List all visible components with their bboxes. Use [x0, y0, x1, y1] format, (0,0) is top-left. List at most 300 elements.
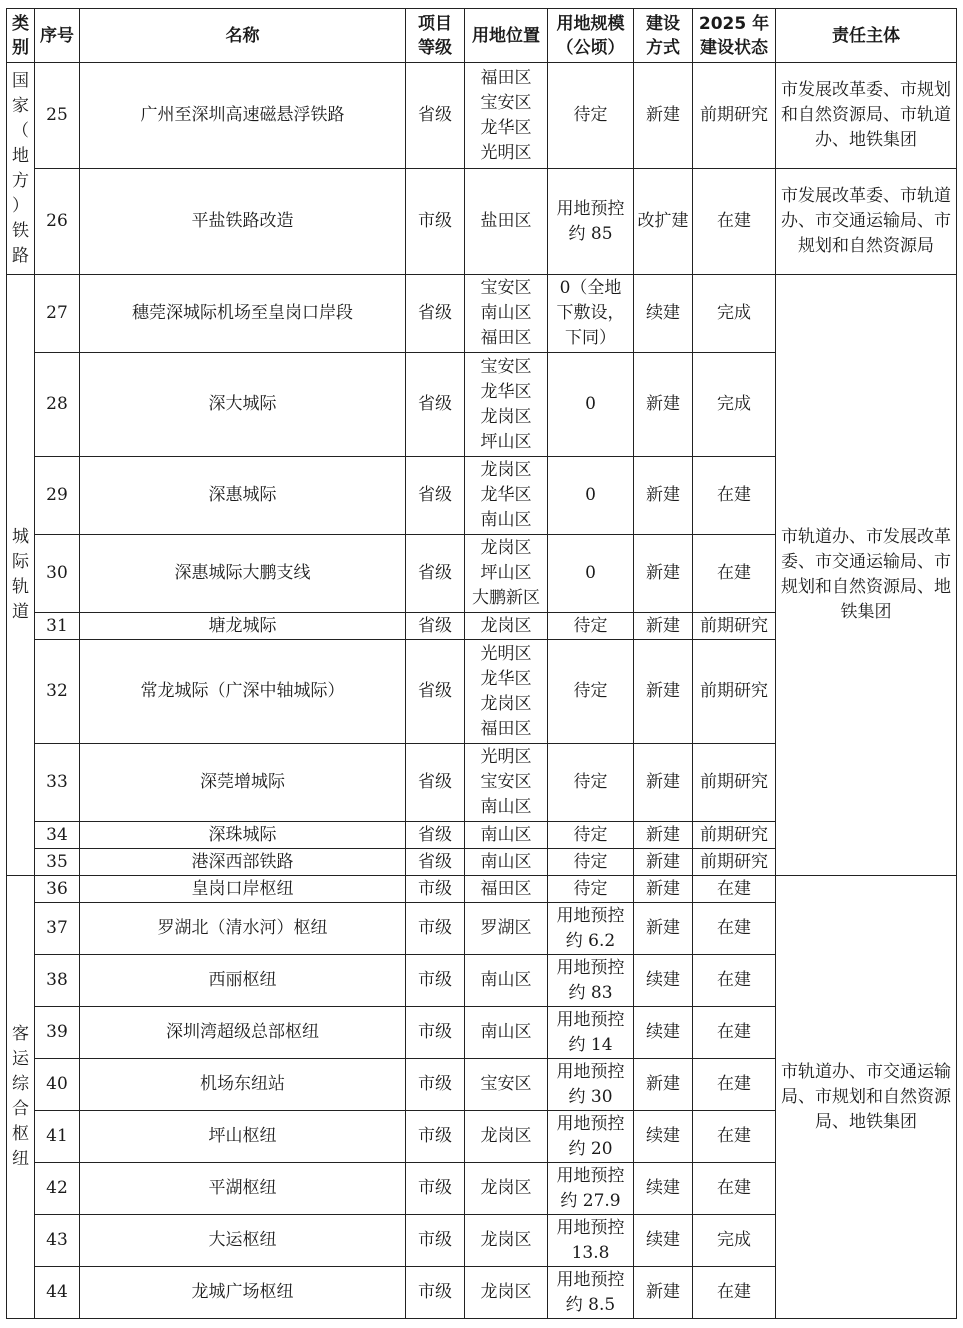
name-cell	[80, 613, 406, 640]
method-cell-text: 新建	[646, 1074, 680, 1094]
category-cell-text: 城 际 轨 道	[12, 527, 29, 622]
scale-cell-text: 待定	[573, 851, 608, 872]
method-cell-text: 新建	[646, 563, 680, 583]
name-cell	[80, 169, 406, 275]
scale-cell-text: 待定	[573, 878, 608, 899]
table-row	[7, 876, 957, 903]
scale-cell-text: 用地预控 约 14	[556, 1009, 625, 1055]
status-cell	[693, 955, 776, 1007]
category-cell	[7, 876, 35, 1319]
name-cell-text: 广州至深圳高速磁悬浮铁路	[140, 105, 345, 125]
scale-cell	[548, 955, 634, 1007]
owner-cell	[776, 876, 957, 1319]
method-cell	[634, 169, 693, 275]
method-cell	[634, 1267, 693, 1319]
seq-cell	[35, 535, 80, 613]
level-cell	[406, 457, 465, 535]
owner-cell	[776, 63, 957, 169]
status-cell-text: 在建	[717, 563, 751, 583]
seq-cell-text: 25	[46, 105, 68, 125]
location-cell	[465, 63, 548, 169]
seq-cell-text: 43	[46, 1230, 68, 1250]
level-cell-text: 市级	[418, 1282, 452, 1302]
seq-cell-text: 38	[46, 970, 68, 990]
method-cell-text: 新建	[646, 772, 680, 792]
status-cell-text: 前期研究	[700, 681, 768, 701]
method-cell-text: 新建	[646, 824, 680, 845]
header-seq: 序号	[35, 9, 80, 63]
method-cell-text: 续建	[646, 303, 680, 323]
method-cell-text: 续建	[646, 1178, 680, 1198]
name-cell	[80, 1163, 406, 1215]
scale-cell-text: 用地预控 约 85	[556, 198, 625, 244]
header-method: 建设 方式	[634, 9, 693, 63]
table-row	[7, 169, 957, 275]
seq-cell	[35, 1267, 80, 1319]
scale-cell-text: 待定	[573, 824, 608, 845]
name-cell	[80, 1215, 406, 1267]
level-cell	[406, 169, 465, 275]
seq-cell	[35, 640, 80, 744]
name-cell	[80, 744, 406, 822]
seq-cell-text: 44	[46, 1282, 68, 1302]
method-cell	[634, 955, 693, 1007]
location-cell-text: 龙岗区	[480, 1230, 532, 1250]
name-cell-text: 港深西部铁路	[191, 851, 294, 872]
method-cell-text: 续建	[646, 1230, 680, 1250]
location-cell	[465, 1111, 548, 1163]
seq-cell-text: 41	[46, 1126, 68, 1146]
level-cell-text: 市级	[418, 970, 452, 990]
seq-cell	[35, 1215, 80, 1267]
scale-cell-text: 用地预控 约 20	[556, 1113, 625, 1159]
method-cell-text: 续建	[646, 1126, 680, 1146]
location-cell	[465, 849, 548, 876]
status-cell	[693, 849, 776, 876]
method-cell	[634, 353, 693, 457]
name-cell-text: 西丽枢纽	[208, 970, 277, 990]
seq-cell	[35, 169, 80, 275]
seq-cell	[35, 744, 80, 822]
status-cell-text: 在建	[717, 211, 751, 231]
status-cell-text: 在建	[717, 1282, 751, 1302]
name-cell-text: 常龙城际（广深中轴城际）	[140, 681, 345, 701]
name-cell-text: 深惠城际	[208, 485, 277, 505]
name-cell-text: 皇岗口岸枢纽	[191, 878, 294, 899]
level-cell	[406, 822, 465, 849]
method-cell-text: 新建	[646, 615, 680, 636]
header-name: 名称	[80, 9, 406, 63]
status-cell	[693, 63, 776, 169]
seq-cell-text: 39	[46, 1022, 68, 1042]
seq-cell-text: 36	[46, 878, 68, 899]
scale-cell	[548, 613, 634, 640]
scale-cell	[548, 849, 634, 876]
status-cell	[693, 457, 776, 535]
seq-cell	[35, 353, 80, 457]
level-cell	[406, 1163, 465, 1215]
scale-cell	[548, 822, 634, 849]
level-cell-text: 省级	[418, 485, 452, 505]
status-cell	[693, 613, 776, 640]
name-cell-text: 深大城际	[208, 394, 277, 414]
method-cell	[634, 876, 693, 903]
method-cell-text: 续建	[646, 1022, 680, 1042]
location-cell-text: 龙岗区	[480, 1126, 532, 1146]
scale-cell	[548, 1111, 634, 1163]
seq-cell-text: 28	[46, 394, 68, 414]
owner-cell-text: 市轨道办、市交通运输局、市规划和自然资源局、地铁集团	[781, 1061, 951, 1132]
location-cell-text: 福田区 宝安区 龙华区 光明区	[480, 67, 532, 163]
level-cell-text: 市级	[418, 1022, 452, 1042]
scale-cell-text: 待定	[573, 681, 608, 701]
level-cell	[406, 535, 465, 613]
location-cell	[465, 955, 548, 1007]
owner-cell-text: 市发展改革委、市规划和自然资源局、市轨道办、地铁集团	[781, 80, 951, 150]
category-cell	[7, 63, 35, 275]
scale-cell	[548, 1163, 634, 1215]
projects-table	[6, 8, 957, 1319]
owner-cell-text: 市轨道办、市发展改革委、市交通运输局、市规划和自然资源局、地铁集团	[781, 527, 951, 622]
scale-cell	[548, 457, 634, 535]
level-cell	[406, 903, 465, 955]
seq-cell-text: 33	[46, 772, 68, 792]
level-cell	[406, 63, 465, 169]
owner-cell	[776, 169, 957, 275]
method-cell	[634, 1111, 693, 1163]
method-cell	[634, 1059, 693, 1111]
method-cell	[634, 613, 693, 640]
method-cell	[634, 903, 693, 955]
scale-cell	[548, 275, 634, 353]
level-cell-text: 市级	[418, 1230, 452, 1250]
location-cell-text: 光明区 宝安区 南山区	[480, 747, 532, 817]
level-cell-text: 市级	[418, 1126, 452, 1146]
status-cell	[693, 1111, 776, 1163]
location-cell-text: 宝安区	[480, 1074, 532, 1094]
status-cell	[693, 1267, 776, 1319]
name-cell-text: 平湖枢纽	[208, 1178, 277, 1198]
seq-cell	[35, 876, 80, 903]
method-cell	[634, 1007, 693, 1059]
level-cell	[406, 876, 465, 903]
location-cell-text: 光明区 龙华区 龙岗区 福田区	[480, 643, 532, 739]
location-cell	[465, 1007, 548, 1059]
scale-cell-text: 用地预控 约 27.9	[556, 1165, 625, 1211]
seq-cell-text: 30	[46, 563, 68, 583]
status-cell	[693, 353, 776, 457]
location-cell	[465, 1215, 548, 1267]
level-cell-text: 省级	[418, 303, 452, 323]
scale-cell	[548, 353, 634, 457]
status-cell	[693, 1215, 776, 1267]
level-cell	[406, 1215, 465, 1267]
name-cell	[80, 640, 406, 744]
name-cell	[80, 849, 406, 876]
category-cell	[7, 275, 35, 876]
scale-cell	[548, 169, 634, 275]
scale-cell	[548, 1059, 634, 1111]
name-cell-text: 穗莞深城际机场至皇岗口岸段	[132, 303, 353, 323]
method-cell	[634, 1215, 693, 1267]
name-cell	[80, 275, 406, 353]
name-cell	[80, 353, 406, 457]
status-cell-text: 前期研究	[700, 105, 768, 125]
location-cell	[465, 457, 548, 535]
level-cell-text: 市级	[418, 918, 452, 938]
seq-cell-text: 40	[46, 1074, 68, 1094]
name-cell-text: 坪山枢纽	[208, 1126, 277, 1146]
owner-cell	[776, 275, 957, 876]
seq-cell-text: 31	[46, 615, 68, 636]
status-cell	[693, 1163, 776, 1215]
header-row	[7, 9, 957, 63]
category-cell-text: 国 家 （ 地 方 ） 铁 路	[12, 70, 29, 266]
location-cell	[465, 744, 548, 822]
seq-cell	[35, 955, 80, 1007]
level-cell-text: 省级	[418, 824, 452, 845]
name-cell	[80, 903, 406, 955]
method-cell-text: 新建	[646, 918, 680, 938]
seq-cell	[35, 1007, 80, 1059]
scale-cell	[548, 876, 634, 903]
name-cell	[80, 822, 406, 849]
scale-cell-text: 用地预控 约 8.5	[556, 1269, 625, 1315]
method-cell-text: 改扩建	[637, 211, 689, 231]
name-cell	[80, 1111, 406, 1163]
seq-cell-text: 35	[46, 851, 68, 872]
level-cell-text: 省级	[418, 105, 452, 125]
level-cell	[406, 955, 465, 1007]
level-cell	[406, 744, 465, 822]
status-cell	[693, 876, 776, 903]
location-cell	[465, 353, 548, 457]
method-cell-text: 新建	[646, 105, 680, 125]
location-cell	[465, 535, 548, 613]
method-cell	[634, 744, 693, 822]
method-cell-text: 续建	[646, 970, 680, 990]
status-cell-text: 在建	[717, 1178, 751, 1198]
level-cell	[406, 849, 465, 876]
seq-cell-text: 37	[46, 918, 68, 938]
status-cell	[693, 169, 776, 275]
location-cell-text: 龙岗区 龙华区 南山区	[480, 460, 532, 530]
scale-cell-text: 用地预控 约 6.2	[556, 905, 625, 951]
location-cell-text: 南山区	[480, 1022, 532, 1042]
name-cell-text: 平盐铁路改造	[191, 211, 294, 231]
scale-cell-text: 用地预控 13.8	[556, 1217, 625, 1263]
scale-cell	[548, 63, 634, 169]
status-cell-text: 完成	[717, 1230, 751, 1250]
name-cell-text: 深圳湾超级总部枢纽	[166, 1022, 319, 1042]
status-cell	[693, 744, 776, 822]
seq-cell-text: 29	[46, 485, 68, 505]
level-cell-text: 市级	[418, 878, 452, 899]
status-cell-text: 前期研究	[700, 851, 768, 872]
location-cell	[465, 169, 548, 275]
location-cell-text: 宝安区 龙华区 龙岗区 坪山区	[480, 356, 532, 452]
seq-cell	[35, 822, 80, 849]
level-cell	[406, 1111, 465, 1163]
location-cell	[465, 1163, 548, 1215]
status-cell-text: 在建	[717, 485, 751, 505]
level-cell	[406, 1267, 465, 1319]
location-cell-text: 南山区	[480, 970, 532, 990]
location-cell-text: 宝安区 南山区 福田区	[480, 278, 532, 348]
location-cell	[465, 903, 548, 955]
level-cell	[406, 613, 465, 640]
status-cell-text: 前期研究	[700, 615, 768, 636]
name-cell	[80, 457, 406, 535]
category-cell-text: 客 运 综 合 枢 纽	[12, 1024, 29, 1169]
header-level: 项目 等级	[406, 9, 465, 63]
scale-cell-text: 0	[585, 394, 596, 414]
name-cell	[80, 876, 406, 903]
seq-cell	[35, 613, 80, 640]
scale-cell	[548, 744, 634, 822]
name-cell	[80, 63, 406, 169]
name-cell	[80, 1059, 406, 1111]
scale-cell	[548, 1215, 634, 1267]
location-cell-text: 龙岗区	[480, 1178, 532, 1198]
scale-cell	[548, 903, 634, 955]
location-cell-text: 福田区	[480, 878, 532, 899]
level-cell-text: 市级	[418, 1074, 452, 1094]
status-cell	[693, 1007, 776, 1059]
scale-cell-text: 0（全地 下敷设， 下同）	[556, 278, 625, 348]
scale-cell-text: 用地预控 约 83	[556, 957, 625, 1003]
seq-cell-text: 27	[46, 303, 68, 323]
method-cell-text: 新建	[646, 1282, 680, 1302]
seq-cell-text: 42	[46, 1178, 68, 1198]
header-owner: 责任主体	[776, 9, 957, 63]
method-cell-text: 新建	[646, 851, 680, 872]
location-cell-text: 龙岗区	[480, 1282, 532, 1302]
scale-cell-text: 用地预控 约 30	[556, 1061, 625, 1107]
name-cell	[80, 1267, 406, 1319]
status-cell	[693, 275, 776, 353]
method-cell	[634, 822, 693, 849]
seq-cell	[35, 849, 80, 876]
level-cell-text: 省级	[418, 772, 452, 792]
level-cell-text: 省级	[418, 615, 452, 636]
scale-cell	[548, 1267, 634, 1319]
seq-cell	[35, 1059, 80, 1111]
method-cell	[634, 640, 693, 744]
location-cell	[465, 822, 548, 849]
seq-cell	[35, 275, 80, 353]
level-cell	[406, 353, 465, 457]
scale-cell	[548, 640, 634, 744]
header-category: 类 别	[7, 9, 35, 63]
name-cell-text: 机场东纽站	[200, 1074, 285, 1094]
location-cell-text: 南山区	[480, 824, 532, 845]
method-cell-text: 新建	[646, 394, 680, 414]
level-cell-text: 省级	[418, 681, 452, 701]
seq-cell	[35, 63, 80, 169]
level-cell-text: 市级	[418, 1178, 452, 1198]
seq-cell	[35, 457, 80, 535]
status-cell-text: 在建	[717, 1022, 751, 1042]
name-cell	[80, 1007, 406, 1059]
name-cell-text: 深莞增城际	[200, 772, 285, 792]
status-cell-text: 在建	[717, 970, 751, 990]
name-cell-text: 龙城广场枢纽	[191, 1282, 294, 1302]
table-row	[7, 63, 957, 169]
seq-cell	[35, 1163, 80, 1215]
location-cell-text: 盐田区	[480, 211, 532, 231]
location-cell-text: 龙岗区	[480, 615, 532, 636]
status-cell-text: 在建	[717, 1126, 751, 1146]
status-cell	[693, 640, 776, 744]
scale-cell-text: 待定	[573, 105, 608, 125]
name-cell-text: 大运枢纽	[208, 1230, 277, 1250]
header-location: 用地位置	[465, 9, 548, 63]
method-cell	[634, 1163, 693, 1215]
level-cell-text: 省级	[418, 394, 452, 414]
level-cell	[406, 275, 465, 353]
status-cell-text: 前期研究	[700, 824, 768, 845]
level-cell	[406, 640, 465, 744]
method-cell	[634, 849, 693, 876]
method-cell-text: 新建	[646, 681, 680, 701]
location-cell-text: 龙岗区 坪山区 大鹏新区	[472, 538, 540, 608]
seq-cell	[35, 903, 80, 955]
status-cell-text: 完成	[717, 394, 751, 414]
name-cell-text: 罗湖北（清水河）枢纽	[157, 918, 328, 938]
status-cell	[693, 535, 776, 613]
table-row	[7, 275, 957, 353]
method-cell	[634, 275, 693, 353]
status-cell-text: 在建	[717, 878, 751, 899]
location-cell	[465, 613, 548, 640]
scale-cell	[548, 1007, 634, 1059]
status-cell-text: 前期研究	[700, 772, 768, 792]
name-cell-text: 深惠城际大鹏支线	[174, 563, 311, 583]
name-cell	[80, 955, 406, 1007]
header-scale: 用地规模 （公顷）	[548, 9, 634, 63]
seq-cell-text: 34	[46, 824, 68, 845]
status-cell-text: 在建	[717, 918, 751, 938]
level-cell-text: 省级	[418, 563, 452, 583]
location-cell	[465, 876, 548, 903]
method-cell	[634, 535, 693, 613]
scale-cell-text: 0	[585, 485, 596, 505]
status-cell-text: 完成	[717, 303, 751, 323]
level-cell-text: 市级	[418, 211, 452, 231]
level-cell-text: 省级	[418, 851, 452, 872]
level-cell	[406, 1007, 465, 1059]
location-cell	[465, 1267, 548, 1319]
name-cell	[80, 535, 406, 613]
status-cell	[693, 903, 776, 955]
location-cell	[465, 640, 548, 744]
status-cell	[693, 822, 776, 849]
method-cell	[634, 457, 693, 535]
scale-cell-text: 0	[585, 563, 596, 583]
seq-cell-text: 32	[46, 681, 68, 701]
owner-cell-text: 市发展改革委、市轨道办、市交通运输局、市规划和自然资源局	[781, 186, 951, 256]
method-cell-text: 新建	[646, 878, 680, 899]
seq-cell	[35, 1111, 80, 1163]
location-cell	[465, 275, 548, 353]
scale-cell-text: 待定	[573, 615, 608, 636]
location-cell-text: 罗湖区	[480, 918, 532, 938]
seq-cell-text: 26	[46, 211, 68, 231]
location-cell-text: 南山区	[480, 851, 532, 872]
name-cell-text: 塘龙城际	[208, 615, 277, 636]
name-cell-text: 深珠城际	[208, 824, 277, 845]
